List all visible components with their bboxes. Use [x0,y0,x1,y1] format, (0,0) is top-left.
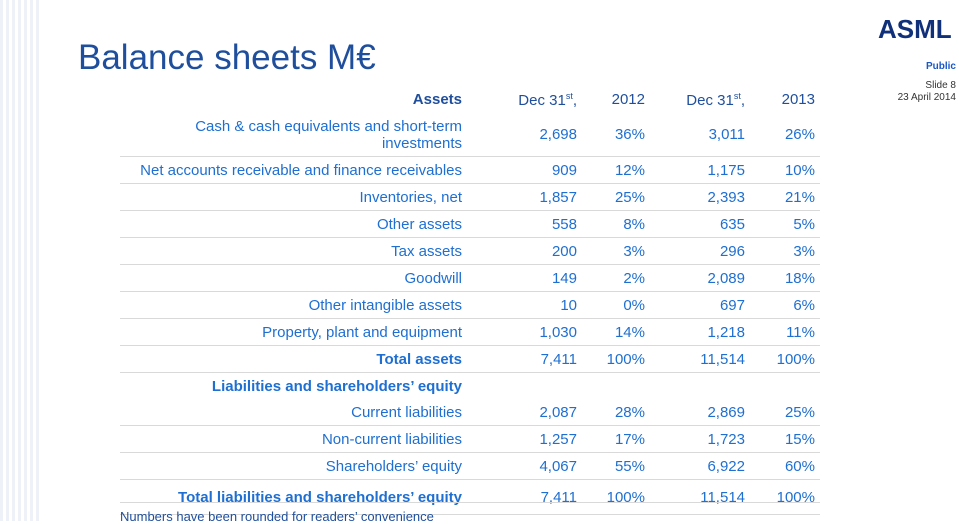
asml-logo: ASML [878,14,952,44]
row-label: Shareholders’ equity [325,457,462,475]
percent-2013: 18% [784,269,815,287]
table-row [120,319,820,346]
footnote: Numbers have been rounded for readers’ convenience [120,509,434,524]
value-2013: 635 [719,215,745,233]
table-row [120,157,820,184]
percent-2012: 55% [614,457,645,475]
table-row [120,399,820,426]
percent-2013: 11% [786,323,815,341]
value-2013: 6,922 [707,457,745,475]
row-label: Inventories, net [359,188,462,206]
value-2012: 2,698 [539,126,577,143]
table-row [120,184,820,211]
value-2013: 2,393 [707,188,745,206]
slide-title: Balance sheets M€ [78,38,376,77]
table-row [120,265,820,292]
value-2013: 1,175 [707,161,745,179]
percent-2013: 100% [776,488,815,506]
table-row [120,426,820,453]
header-assets: Assets [412,91,462,108]
percent-2012: 100% [606,350,645,368]
value-2012: 558 [551,215,577,233]
row-label: Property, plant and equipment [262,323,462,341]
percent-2013: 10% [784,161,815,179]
percent-2012: 8% [623,215,645,233]
percent-2013: 5% [793,215,815,233]
value-2012: 10 [560,296,577,314]
percent-2012: 0% [623,296,645,314]
header-2013: 2013 [781,91,815,108]
table-row [120,453,820,480]
percent-2013: 3% [793,242,815,260]
value-2013: 2,869 [707,403,745,421]
row-label: Non-current liabilities [321,430,462,448]
value-2013: 11,514 [700,488,745,506]
row-label: Goodwill [404,269,462,287]
row-label: Net accounts receivable and finance receivables [140,161,462,179]
value-2013: 296 [719,242,745,260]
value-2012: 149 [551,269,577,287]
percent-2013: 6% [793,296,815,314]
table-row [120,292,820,319]
table-body [120,113,820,515]
value-2012: 909 [551,161,577,179]
row-label: Cash & cash equivalents and short-term investments [195,117,462,152]
percent-2013: 26% [784,126,815,143]
slide-number: Slide 8 [925,80,956,91]
percent-2012: 17% [614,430,645,448]
percent-2012: 12% [614,161,645,179]
percent-2012: 3% [623,242,645,260]
table-row [120,346,820,373]
row-label: Other assets [376,215,462,233]
percent-2013: 100% [776,350,815,368]
slide-date: 23 April 2014 [897,92,956,103]
header-dec31-a: Dec 31st, [518,90,577,109]
value-2013: 3,011 [708,126,745,143]
row-label: Total assets [376,350,462,368]
value-2013: 2,089 [707,269,745,287]
value-2013: 1,218 [707,323,745,341]
percent-2013: 25% [784,403,815,421]
percent-2013: 21% [784,188,815,206]
row-label: Total liabilities and shareholders’ equity [178,488,462,506]
value-2012: 1,030 [539,323,577,341]
header-dec31-b: Dec 31st, [686,90,745,109]
table-row [120,211,820,238]
percent-2012: 100% [606,488,645,506]
decorative-stripes [0,0,42,521]
table-row [120,238,820,265]
percent-2012: 28% [614,403,645,421]
percent-2012: 36% [614,126,645,143]
percent-2012: 2% [623,269,645,287]
row-label: Tax assets [391,242,462,260]
row-label: Other intangible assets [308,296,462,314]
value-2013: 1,723 [707,430,745,448]
percent-2012: 14% [614,323,645,341]
balance-sheet-table [120,86,820,515]
classification-label: Public [925,61,956,72]
table-row [120,113,820,157]
value-2013: 11,514 [700,350,745,368]
footer-divider [120,502,820,503]
table-header-row [120,86,820,113]
value-2012: 7,411 [540,488,577,506]
percent-2013: 15% [784,430,815,448]
value-2012: 200 [551,242,577,260]
value-2012: 7,411 [540,350,577,368]
table-row [120,373,820,399]
value-2012: 4,067 [539,457,577,475]
value-2012: 1,857 [539,188,577,206]
percent-2013: 60% [784,457,815,475]
row-label: Liabilities and shareholders’ equity [211,377,462,395]
percent-2012: 25% [614,188,645,206]
header-2012: 2012 [611,91,645,108]
value-2012: 1,257 [539,430,577,448]
row-label: Current liabilities [351,403,462,421]
value-2013: 697 [719,296,745,314]
value-2012: 2,087 [539,403,577,421]
